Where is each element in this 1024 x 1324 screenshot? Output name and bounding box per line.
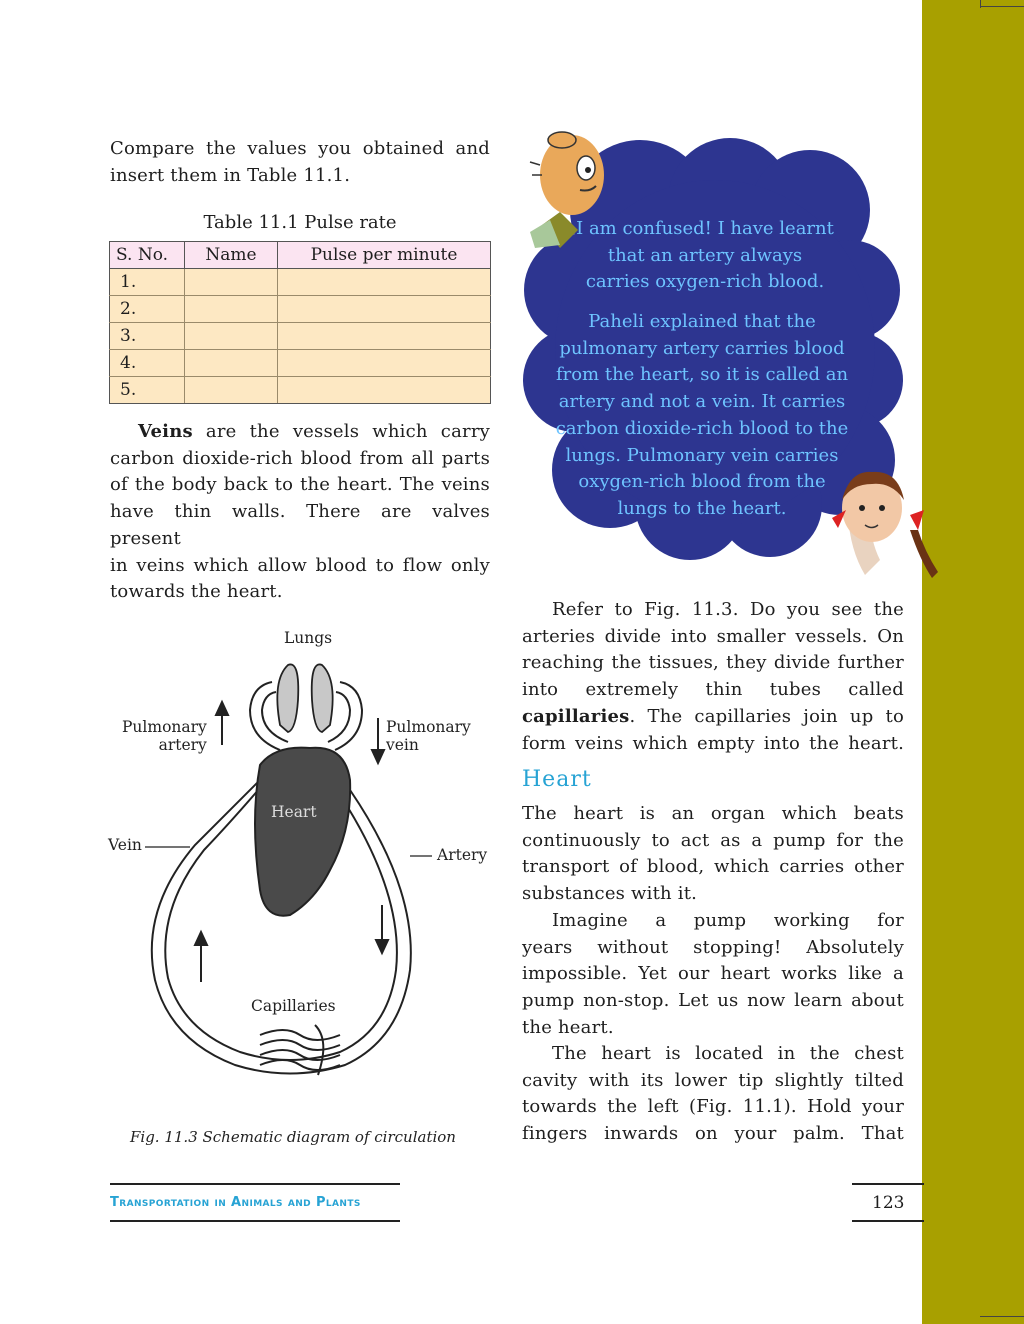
- bubble-text-1: [540, 216, 870, 296]
- lungs-shape: [277, 664, 332, 732]
- bubble-text-2: [540, 309, 864, 523]
- text-line: Compare the values you obtained and: [110, 138, 490, 159]
- text-line: in veins which allow blood to flow only: [110, 554, 490, 576]
- label-lungs: Lungs: [284, 629, 333, 647]
- bubble-line: that an artery always: [607, 244, 803, 266]
- label-artery: Artery: [437, 846, 488, 864]
- table-cell: [278, 377, 491, 404]
- footer-rule-bottom: [110, 1220, 400, 1222]
- table-header: Name: [185, 242, 278, 269]
- table-cell: [185, 377, 278, 404]
- veins-paragraph: [110, 419, 490, 606]
- table-cell: [185, 350, 278, 377]
- heart-paragraph: [522, 801, 904, 908]
- text-line: [522, 704, 904, 731]
- label-line: Pulmonary: [122, 718, 207, 736]
- section-heading-heart: Heart: [522, 767, 592, 792]
- label-line: Pulmonary: [386, 718, 471, 736]
- label-heart: Heart: [271, 803, 317, 821]
- text-line: of the body back to the heart. The veins: [110, 474, 490, 496]
- intro-paragraph: [110, 136, 490, 189]
- bubble-line: lungs. Pulmonary vein carries: [565, 444, 839, 466]
- crop-mark-top-h: [980, 6, 1024, 7]
- text-line: transport of blood, which carries other: [522, 856, 904, 878]
- text-line: insert them in Table 11.1.: [110, 164, 351, 186]
- label-pulmonary-artery: [122, 718, 207, 754]
- label-line: artery: [158, 736, 207, 754]
- table-row: [110, 296, 491, 323]
- table-cell: 3.: [110, 323, 185, 350]
- table-cell: 5.: [110, 377, 185, 404]
- text-line: years without stopping! Absolutely: [522, 936, 904, 958]
- text-line: The heart is located in the chest: [552, 1043, 904, 1064]
- text-line: form veins which empty into the heart.: [522, 732, 904, 754]
- label-pulmonary-vein: [386, 718, 471, 754]
- crop-mark-bottom: [980, 1316, 1024, 1317]
- label-vein: Vein: [108, 836, 142, 854]
- circulation-diagram: [100, 620, 500, 1120]
- footer-title: Transportation in Animals and Plants: [110, 1195, 361, 1210]
- text-line: [110, 419, 490, 446]
- text-line: pump non-stop. Let us now learn about: [522, 990, 904, 1012]
- table-header: S. No.: [110, 242, 185, 269]
- table-title: Table 11.1 Pulse rate: [203, 212, 397, 233]
- bubble-line: carbon dioxide-rich blood to the: [555, 417, 849, 439]
- text-line: reaching the tissues, they divide further: [522, 652, 904, 674]
- table-cell: 2.: [110, 296, 185, 323]
- text-line: impossible. Yet our heart works like a: [522, 963, 904, 985]
- bubble-line: oxygen-rich blood from the: [578, 471, 826, 493]
- refer-paragraph: [522, 597, 904, 757]
- text-line: towards the left (Fig. 11.1). Hold your: [522, 1096, 904, 1118]
- table-cell: [278, 296, 491, 323]
- table-header: Pulse per minute: [278, 242, 491, 269]
- text-line: fingers inwards on your palm. That: [522, 1123, 904, 1145]
- table-cell: 1.: [110, 269, 185, 296]
- footer-rule-top: [110, 1183, 400, 1185]
- capillaries-term: capillaries: [522, 705, 630, 727]
- bubble-line: pulmonary artery carries blood: [559, 337, 845, 359]
- bubble-line: from the heart, so it is called an: [555, 364, 849, 386]
- text-span: . The capillaries join up to: [629, 705, 904, 727]
- page-rule-top: [852, 1183, 924, 1185]
- table-row: [110, 350, 491, 377]
- text-line: arteries divide into smaller vessels. On: [522, 625, 904, 647]
- bubble-line: I am confused! I have learnt: [576, 218, 834, 239]
- table-cell: [278, 350, 491, 377]
- page-number: 123: [872, 1193, 905, 1213]
- text-line: Imagine a pump working for: [552, 910, 904, 931]
- text-line: continuously to act as a pump for the: [522, 829, 904, 851]
- page-rule-bottom: [852, 1220, 924, 1222]
- bubble-line: lungs to the heart.: [617, 497, 787, 519]
- bubble-line: carries oxygen-rich blood.: [585, 271, 825, 293]
- text-span: are the vessels which carry: [192, 421, 490, 442]
- pulse-rate-table: [109, 241, 491, 404]
- text-line: substances with it.: [522, 883, 698, 905]
- table-cell: [278, 323, 491, 350]
- text-line: into extremely thin tubes called: [522, 679, 904, 701]
- bubble-line: Paheli explained that the: [588, 311, 816, 332]
- table-cell: [185, 323, 278, 350]
- figure-caption: Fig. 11.3 Schematic diagram of circulation: [130, 1128, 456, 1146]
- label-capillaries: Capillaries: [251, 997, 336, 1015]
- table-cell: [278, 269, 491, 296]
- imagine-paragraph: [522, 908, 904, 1042]
- bubble-line: artery and not a vein. It carries: [558, 391, 846, 413]
- text-line: The heart is an organ which beats: [522, 803, 904, 824]
- veins-term: Veins: [138, 421, 193, 442]
- located-paragraph: [522, 1041, 904, 1148]
- heart-shape: [255, 748, 350, 916]
- table-cell: [185, 296, 278, 323]
- label-line: vein: [386, 736, 419, 754]
- capillaries-shape: [260, 1025, 340, 1075]
- text-line: Refer to Fig. 11.3. Do you see the: [552, 599, 904, 620]
- text-line: carbon dioxide-rich blood from all parts: [110, 447, 490, 469]
- text-line: the heart.: [522, 1016, 614, 1038]
- table-row: [110, 377, 491, 404]
- text-line: have thin walls. There are valves present: [110, 501, 490, 549]
- table-cell: 4.: [110, 350, 185, 377]
- table-row: [110, 323, 491, 350]
- text-line: towards the heart.: [110, 581, 283, 603]
- table-cell: [185, 269, 278, 296]
- table-row: [110, 269, 491, 296]
- text-line: cavity with its lower tip slightly tilted: [522, 1069, 904, 1091]
